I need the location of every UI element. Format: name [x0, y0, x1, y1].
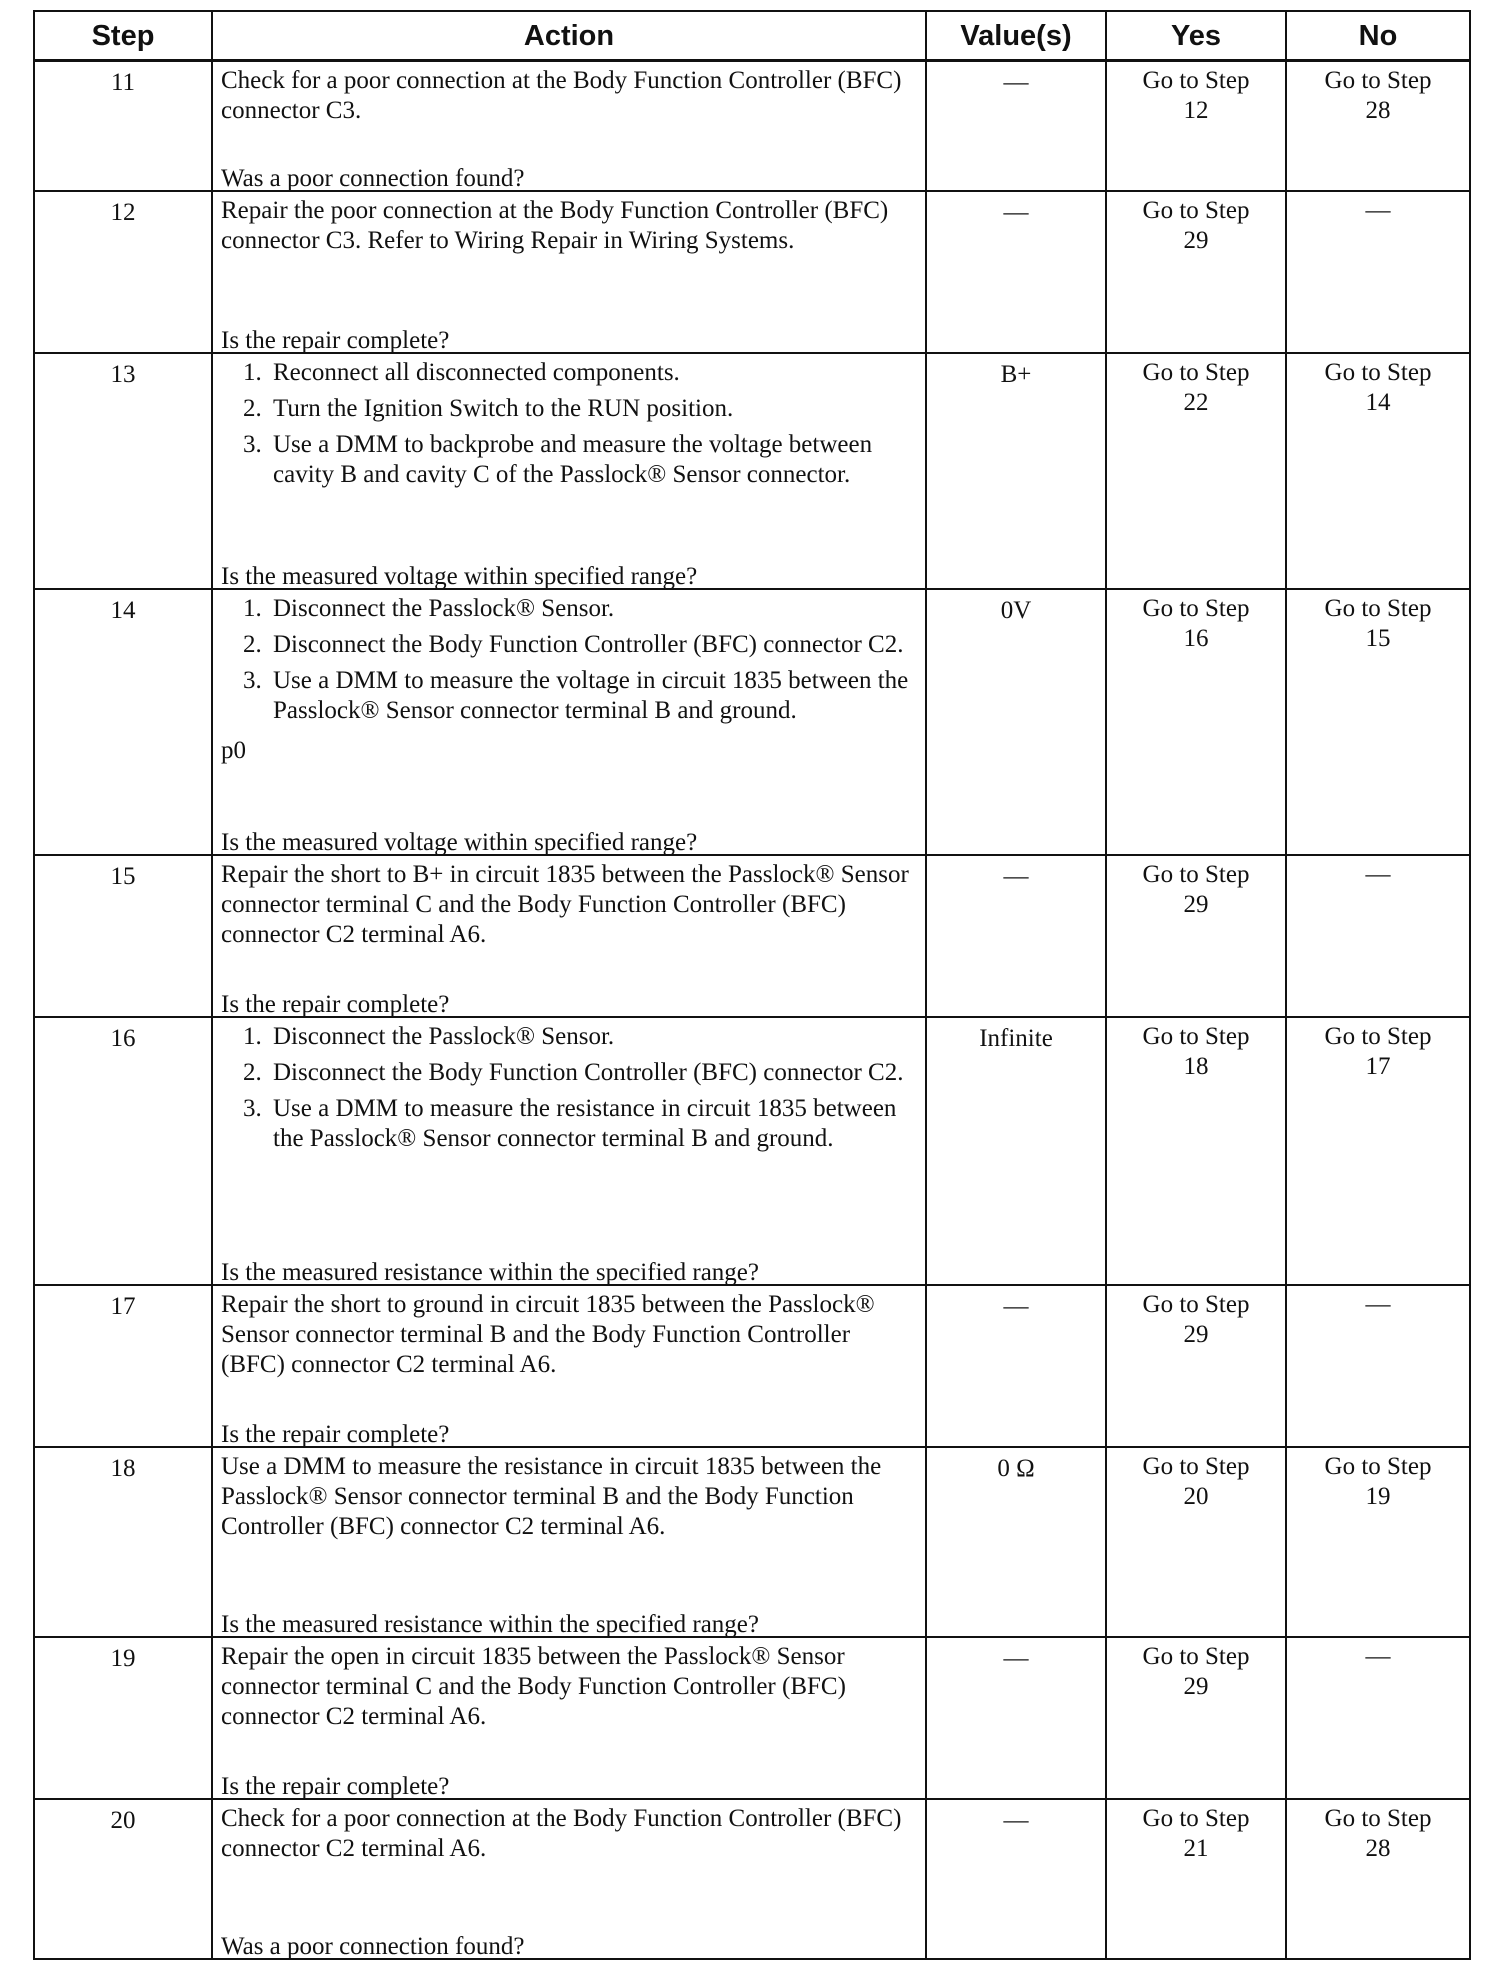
- action-step-text: Reconnect all disconnected components.: [273, 359, 680, 386]
- value-cell: —: [927, 192, 1107, 354]
- action-step-text: Disconnect the Body Function Controller (BFC) connector C2.: [273, 631, 904, 658]
- yes-goto-text: Go to Step: [1142, 67, 1250, 94]
- no-goto-text: Go to Step: [1324, 595, 1432, 622]
- no-goto-text: 28: [1365, 97, 1391, 124]
- no-goto-text: 14: [1365, 389, 1391, 416]
- action-step-item: [221, 1022, 917, 1052]
- action-text: Repair the open in circuit 1835 between the Passlock® Sensor connector terminal C and the Body Function Controller (BFC) connector C2 terminal A6.: [221, 1643, 846, 1730]
- no-cell: [1287, 590, 1469, 856]
- yes-goto-text: 18: [1183, 1053, 1209, 1080]
- yes-cell: [1107, 590, 1287, 856]
- yes-goto-text: 22: [1183, 389, 1209, 416]
- yes-goto-text: 29: [1183, 891, 1209, 918]
- yes-goto-text: Go to Step: [1142, 1453, 1250, 1480]
- action-step-text: Use a DMM to measure the voltage in circuit 1835 between the Passlock® Sensor connector terminal B and ground.: [273, 667, 909, 724]
- yes-cell: [1107, 62, 1287, 192]
- value-cell: —: [927, 1800, 1107, 1958]
- action-step-text: Turn the Ignition Switch to the RUN position.: [273, 395, 734, 422]
- no-goto-text: —: [1365, 861, 1391, 888]
- action-cell: [213, 1018, 927, 1286]
- yes-goto-text: Go to Step: [1142, 1805, 1250, 1832]
- no-goto-text: —: [1365, 1291, 1391, 1318]
- yes-cell: [1107, 1638, 1287, 1800]
- yes-goto-text: Go to Step: [1142, 197, 1250, 224]
- step-number: 20: [35, 1800, 213, 1958]
- no-cell: [1287, 1018, 1469, 1286]
- value-cell: —: [927, 1286, 1107, 1448]
- action-step-text: Disconnect the Passlock® Sensor.: [273, 1023, 615, 1050]
- no-goto-text: Go to Step: [1324, 1805, 1432, 1832]
- action-steps: [221, 1022, 917, 1160]
- no-goto-text: Go to Step: [1324, 1023, 1432, 1050]
- no-goto-text: —: [1365, 1643, 1391, 1670]
- yes-cell: [1107, 1448, 1287, 1638]
- no-goto-text: 28: [1365, 1835, 1391, 1862]
- header-no: No: [1287, 12, 1469, 62]
- action-question: Is the repair complete?: [221, 991, 450, 1018]
- action-cell: [213, 1638, 927, 1800]
- yes-cell: [1107, 856, 1287, 1018]
- action-question: Is the repair complete?: [221, 327, 450, 354]
- action-step-item: [221, 358, 917, 388]
- action-question: Is the repair complete?: [221, 1421, 450, 1448]
- action-step-number: 3.: [243, 431, 262, 458]
- action-cell: [213, 192, 927, 354]
- action-question: Was a poor connection found?: [221, 165, 525, 192]
- action-text: Repair the short to ground in circuit 1835 between the Passlock® Sensor connector terminal B and the Body Function Controller (BFC) connector C2 terminal A6.: [221, 1291, 875, 1378]
- step-number: 13: [35, 354, 213, 590]
- header-action: Action: [213, 12, 927, 62]
- action-text: Check for a poor connection at the Body Function Controller (BFC) connector C2 terminal A6.: [221, 1805, 902, 1862]
- yes-goto-text: Go to Step: [1142, 861, 1250, 888]
- no-goto-text: 15: [1365, 625, 1391, 652]
- action-question: Was a poor connection found?: [221, 1933, 525, 1958]
- action-step-number: 2.: [243, 1059, 262, 1086]
- action-cell: [213, 62, 927, 192]
- action-question: Is the measured voltage within specified range?: [221, 829, 698, 856]
- action-cell: [213, 590, 927, 856]
- action-step-number: 1.: [243, 1023, 262, 1050]
- action-step-number: 2.: [243, 631, 262, 658]
- action-text: Repair the short to B+ in circuit 1835 between the Passlock® Sensor connector terminal C and the Body Function Controller (BFC) connector C2 terminal A6.: [221, 861, 909, 948]
- header-values: Value(s): [927, 12, 1107, 62]
- step-number: 16: [35, 1018, 213, 1286]
- yes-cell: [1107, 1018, 1287, 1286]
- yes-goto-text: 29: [1183, 1321, 1209, 1348]
- no-goto-text: 17: [1365, 1053, 1391, 1080]
- action-step-item: [221, 666, 917, 726]
- action-step-number: 1.: [243, 595, 262, 622]
- no-cell: [1287, 1638, 1469, 1800]
- yes-goto-text: Go to Step: [1142, 1291, 1250, 1318]
- action-text: Repair the poor connection at the Body Function Controller (BFC) connector C3. Refer to Wiring Repair in Wiring Systems.: [221, 197, 889, 254]
- value-cell: Infinite: [927, 1018, 1107, 1286]
- yes-goto-text: 29: [1183, 1673, 1209, 1700]
- step-number: 11: [35, 62, 213, 192]
- yes-goto-text: 21: [1183, 1835, 1209, 1862]
- action-question: Is the measured resistance within the specified range?: [221, 1259, 759, 1286]
- no-goto-text: Go to Step: [1324, 359, 1432, 386]
- yes-goto-text: Go to Step: [1142, 1023, 1250, 1050]
- step-number: 18: [35, 1448, 213, 1638]
- action-step-number: 3.: [243, 1095, 262, 1122]
- action-step-item: [221, 1058, 917, 1088]
- action-step-item: [221, 430, 917, 490]
- diagnostic-table: [33, 10, 1471, 1960]
- action-step-item: [221, 594, 917, 624]
- yes-goto-text: 20: [1183, 1483, 1209, 1510]
- action-note: p0: [221, 737, 246, 764]
- yes-goto-text: 12: [1183, 97, 1209, 124]
- yes-goto-text: Go to Step: [1142, 359, 1250, 386]
- action-step-text: Disconnect the Body Function Controller (BFC) connector C2.: [273, 1059, 904, 1086]
- action-step-number: 2.: [243, 395, 262, 422]
- value-cell: 0V: [927, 590, 1107, 856]
- value-cell: —: [927, 1638, 1107, 1800]
- action-cell: [213, 354, 927, 590]
- no-cell: [1287, 192, 1469, 354]
- yes-cell: [1107, 354, 1287, 590]
- action-cell: [213, 1448, 927, 1638]
- action-step-item: [221, 1094, 917, 1154]
- no-cell: [1287, 856, 1469, 1018]
- action-step-text: Use a DMM to measure the resistance in circuit 1835 between the Passlock® Sensor connector terminal B and ground.: [273, 1095, 897, 1152]
- action-step-number: 1.: [243, 359, 262, 386]
- no-goto-text: —: [1365, 197, 1391, 224]
- action-step-text: Disconnect the Passlock® Sensor.: [273, 595, 615, 622]
- step-number: 19: [35, 1638, 213, 1800]
- header-yes: Yes: [1107, 12, 1287, 62]
- action-step-text: Use a DMM to backprobe and measure the voltage between cavity B and cavity C of the Passlock® Sensor connector.: [273, 431, 873, 488]
- no-cell: [1287, 1286, 1469, 1448]
- action-step-item: [221, 630, 917, 660]
- yes-goto-text: 16: [1183, 625, 1209, 652]
- action-question: Is the measured voltage within specified range?: [221, 563, 698, 590]
- action-cell: [213, 1800, 927, 1958]
- action-steps: [221, 594, 917, 732]
- yes-cell: [1107, 1800, 1287, 1958]
- action-question: Is the measured resistance within the specified range?: [221, 1611, 759, 1638]
- no-goto-text: Go to Step: [1324, 1453, 1432, 1480]
- yes-goto-text: Go to Step: [1142, 595, 1250, 622]
- step-number: 17: [35, 1286, 213, 1448]
- value-cell: —: [927, 62, 1107, 192]
- action-steps: [221, 358, 917, 496]
- no-cell: [1287, 62, 1469, 192]
- no-cell: [1287, 1800, 1469, 1958]
- yes-cell: [1107, 192, 1287, 354]
- header-step: Step: [35, 12, 213, 62]
- yes-cell: [1107, 1286, 1287, 1448]
- yes-goto-text: 29: [1183, 227, 1209, 254]
- step-number: 15: [35, 856, 213, 1018]
- value-cell: —: [927, 856, 1107, 1018]
- action-text: Use a DMM to measure the resistance in circuit 1835 between the Passlock® Sensor connector terminal B and the Body Function Controller (BFC) connector C2 terminal A6.: [221, 1453, 882, 1540]
- action-cell: [213, 856, 927, 1018]
- no-goto-text: Go to Step: [1324, 67, 1432, 94]
- value-cell: 0 Ω: [927, 1448, 1107, 1638]
- action-step-item: [221, 394, 917, 424]
- value-cell: B+: [927, 354, 1107, 590]
- no-cell: [1287, 1448, 1469, 1638]
- step-number: 14: [35, 590, 213, 856]
- step-number: 12: [35, 192, 213, 354]
- action-question: Is the repair complete?: [221, 1773, 450, 1800]
- action-cell: [213, 1286, 927, 1448]
- action-step-number: 3.: [243, 667, 262, 694]
- action-text: Check for a poor connection at the Body Function Controller (BFC) connector C3.: [221, 67, 902, 124]
- no-goto-text: 19: [1365, 1483, 1391, 1510]
- no-cell: [1287, 354, 1469, 590]
- yes-goto-text: Go to Step: [1142, 1643, 1250, 1670]
